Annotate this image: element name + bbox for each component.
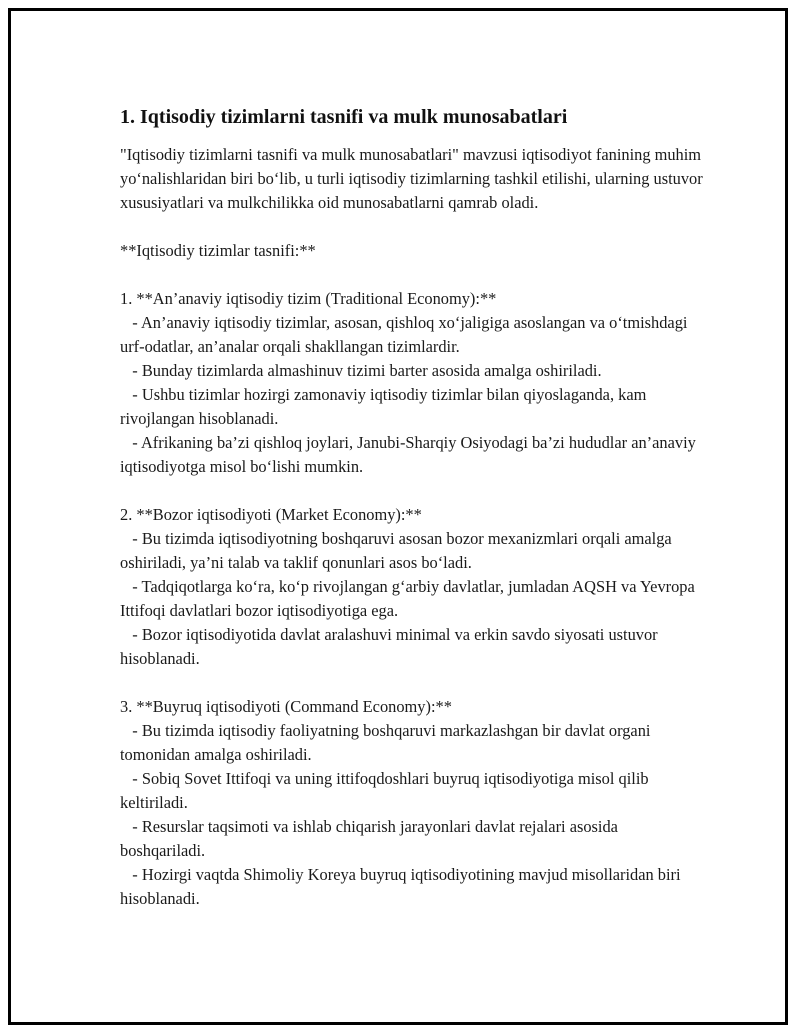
section-point: - Bozor iqtisodiyotida davlat aralashuvi minimal va erkin savdo siyosati ustuvor hisoblanadi. — [120, 625, 662, 668]
section-command-economy — [120, 695, 705, 911]
section-market-economy — [120, 503, 705, 671]
section-point: - Bunday tizimlarda almashinuv tizimi barter asosida amalga oshiriladi. — [120, 361, 602, 380]
section-point: - Hozirgi vaqtda Shimoliy Koreya buyruq iqtisodiyotining mavjud misollaridan biri hisoblanadi. — [120, 865, 685, 908]
spacer — [120, 215, 705, 239]
section-heading: 1. **An’anaviy iqtisodiy tizim (Traditional Economy):** — [120, 289, 497, 308]
page-frame — [8, 8, 788, 1025]
section-point: - Afrikaning ba’zi qishloq joylari, Janubi-Sharqiy Osiyodagi ba’zi hududlar an’anaviy iqtisodiyotga misol bo‘lishi mumkin. — [120, 433, 700, 476]
section-heading: 2. **Bozor iqtisodiyoti (Market Economy):** — [120, 505, 422, 524]
classification-heading: **Iqtisodiy tizimlar tasnifi:** — [120, 241, 316, 260]
document-body — [120, 103, 705, 911]
section-traditional-economy — [120, 287, 705, 479]
document-title: 1. Iqtisodiy tizimlarni tasnifi va mulk munosabatlari — [120, 106, 568, 128]
spacer — [120, 671, 705, 695]
spacer — [120, 479, 705, 503]
section-point: - Bu tizimda iqtisodiyotning boshqaruvi asosan bozor mexanizmlari orqali amalga oshiriladi, ya’ni talab va taklif qonunlari asos bo‘ladi. — [120, 529, 676, 572]
section-heading: 3. **Buyruq iqtisodiyoti (Command Economy):** — [120, 697, 452, 716]
intro-paragraph: "Iqtisodiy tizimlarni tasnifi va mulk munosabatlari" mavzusi iqtisodiyot fanining muhim yo‘nalishlaridan biri bo‘lib, u turli iqtisodiy tizimlarning tashkil etilishi, ularning ustuvor xususiyatlari va mulkchilikka oid munosabatlarni qamrab oladi. — [120, 145, 707, 212]
section-point: - Bu tizimda iqtisodiy faoliyatning boshqaruvi markazlashgan bir davlat organi tomonidan amalga oshiriladi. — [120, 721, 655, 764]
spacer — [120, 263, 705, 287]
section-point: - Tadqiqotlarga ko‘ra, ko‘p rivojlangan g‘arbiy davlatlar, jumladan AQSH va Yevropa Ittifoqi davlatlari bozor iqtisodiyotiga ega. — [120, 577, 699, 620]
section-point: - An’anaviy iqtisodiy tizimlar, asosan, qishloq xo‘jaligiga asoslangan va o‘tmishdagi urf-odatlar, an’analar orqali shakllangan tizimlardir. — [120, 313, 692, 356]
section-point: - Ushbu tizimlar hozirgi zamonaviy iqtisodiy tizimlar bilan qiyoslaganda, kam rivojlangan hisoblanadi. — [120, 385, 651, 428]
section-point: - Sobiq Sovet Ittifoqi va uning ittifoqdoshlari buyruq iqtisodiyotiga misol qilib keltiriladi. — [120, 769, 653, 812]
section-point: - Resurslar taqsimoti va ishlab chiqarish jarayonlari davlat rejalari asosida boshqariladi. — [120, 817, 623, 860]
